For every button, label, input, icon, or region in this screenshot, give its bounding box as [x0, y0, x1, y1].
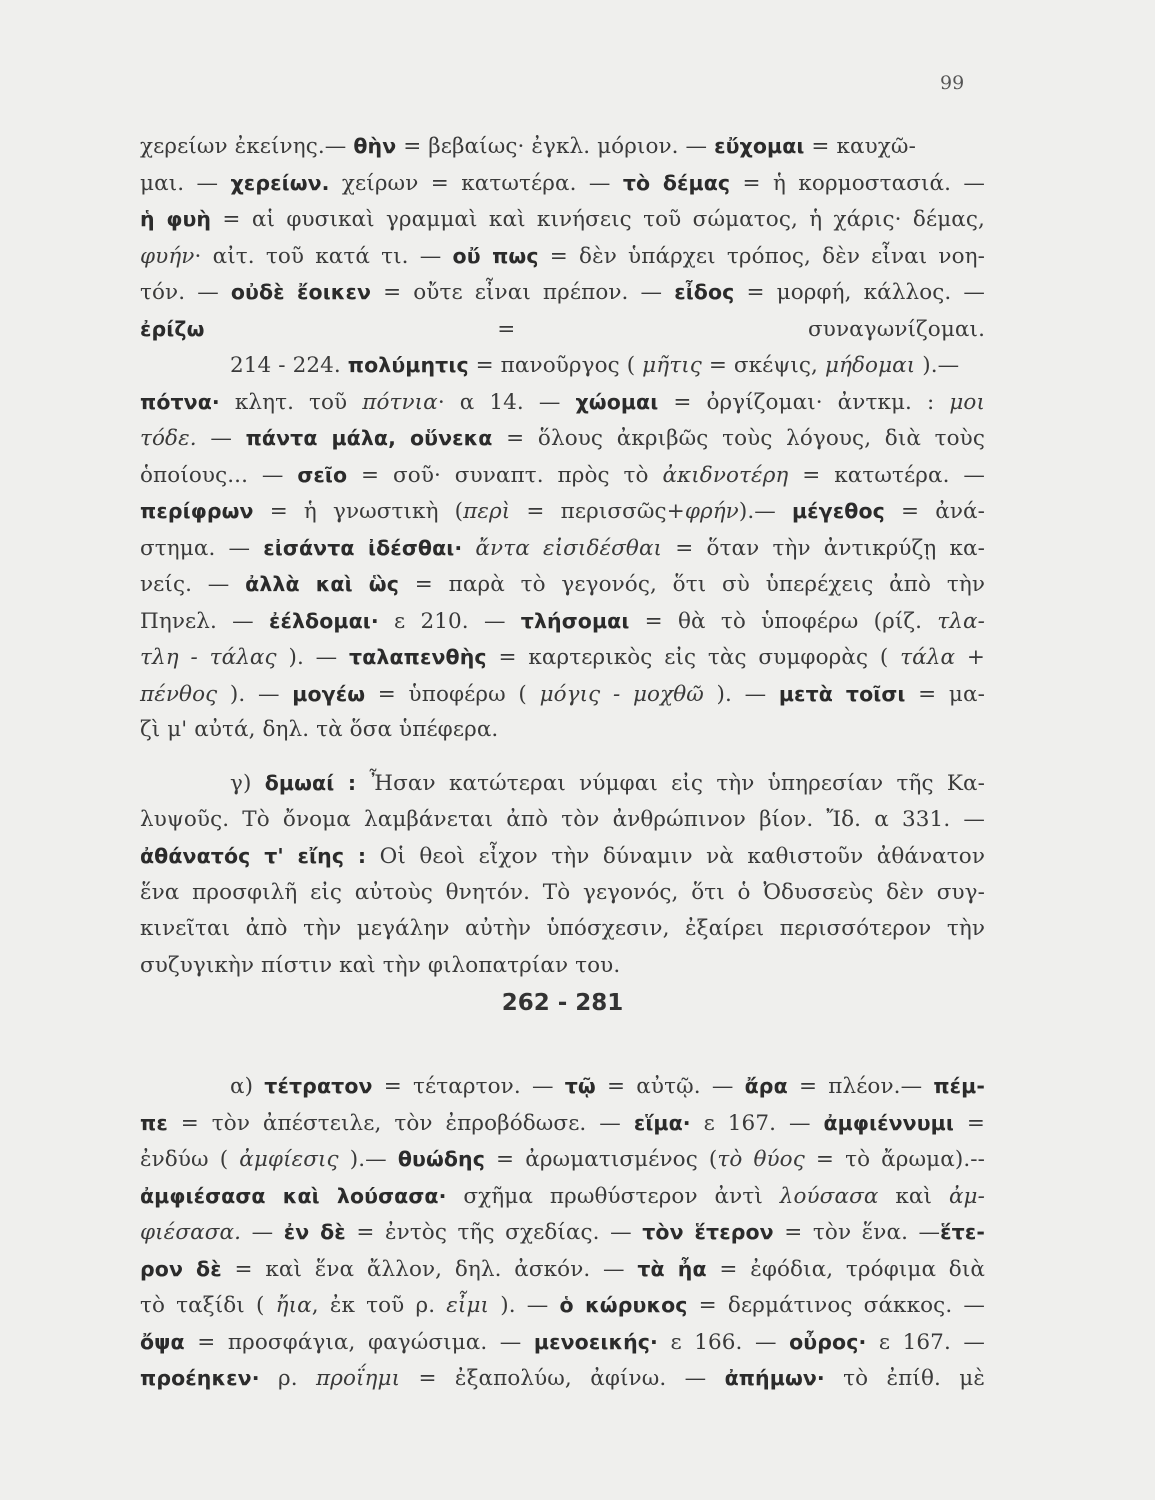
gloss-text: χείρων = κατωτέρα. — — [329, 170, 623, 196]
text-line — [140, 165, 985, 202]
gloss-text: = δὲν ὑπάρχει τρόπος, δὲν εἶναι νοη- — [538, 243, 985, 269]
gloss-text: σχῆμα πρωθύστερον ἀντὶ — [446, 1183, 780, 1209]
commentary-block-1 — [140, 128, 985, 749]
text-line — [140, 765, 985, 802]
gloss-text: ρ. — [259, 1366, 316, 1391]
text-line — [140, 1214, 985, 1251]
gloss-text: + — [955, 645, 985, 670]
gloss-text: μαι. — — [140, 170, 231, 196]
gloss-text: ε 210. — — [378, 608, 521, 634]
lemma-term: δμωαί : — [264, 771, 357, 795]
lemma-term: ὄψα — [140, 1329, 185, 1354]
gloss-text: = ἡ γνωστικὴ ( — [253, 499, 464, 524]
text-line — [140, 676, 985, 713]
gloss-text: ε 166. — — [657, 1329, 790, 1355]
italic-text: τλη - τάλας — [140, 645, 277, 670]
italic-text: μῆτις — [642, 353, 702, 378]
text-line — [140, 639, 985, 676]
text-line — [140, 1287, 985, 1324]
gloss-text: ).— — [738, 499, 792, 524]
lemma-term: μενοεικής· — [533, 1329, 658, 1354]
gloss-text: = ἐφόδια, τρόφιμα διὰ — [706, 1256, 985, 1282]
lemma-term: ἀθάνατός τ' εἴης : — [140, 844, 367, 868]
italic-text: τλα- — [937, 608, 985, 634]
page-number: 99 — [940, 72, 965, 94]
gloss-text: α) — [230, 1074, 265, 1099]
gloss-text: = ὑποφέρω ( — [365, 681, 540, 707]
italic-text: μήδομαι — [824, 353, 916, 378]
lemma-term: πέμ- — [933, 1074, 985, 1098]
lemma-term: περίφρων — [140, 499, 254, 523]
gloss-text: = τὸ ἄρωμα).-- — [804, 1147, 985, 1172]
italic-text: ἀκιδνοτέρη — [662, 462, 789, 488]
gloss-text: τὸ ταξίδι ( — [140, 1293, 276, 1318]
lemma-term: ἡ φυὴ — [140, 207, 212, 231]
lemma-term: ἐρίζω — [140, 316, 205, 341]
lemma-term: μογέω — [292, 681, 366, 706]
gloss-text: γ) — [230, 771, 265, 796]
gloss-text: = θὰ τὸ ὑποφέρω (ρίζ. — [629, 608, 938, 634]
gloss-text: · αἰτ. τοῦ κατά τι. — — [194, 243, 453, 269]
gloss-text: ἕνα προσφιλῆ εἰς αὐτοὺς θνητόν. Τὸ γεγονός, ὅτι ὁ Ὀδυσσεὺς δὲν συγ- — [140, 879, 985, 905]
lemma-term: εὔχομαι — [714, 134, 805, 158]
gloss-text: στημα. — — [140, 535, 264, 561]
gloss-text: = συναγωνίζομαι. — [204, 316, 985, 342]
lemma-term: ἀμφιέσασα καὶ λούσασα· — [140, 1183, 447, 1208]
section-heading: 262 - 281 — [501, 990, 624, 1016]
gloss-text: — — [241, 1220, 284, 1245]
gloss-text: = δερμάτινος σάκκος. — — [687, 1293, 985, 1318]
gloss-text: συζυγικὴν πίστιν καὶ τὴν φιλοπατρίαν του. — [140, 952, 621, 978]
text-line — [140, 493, 985, 530]
gloss-text: = καὶ ἕνα ἄλλον, δηλ. ἀσκόν. — — [221, 1256, 638, 1282]
gloss-text: ).— — [338, 1147, 398, 1172]
gloss-text: = ἀνά- — [884, 499, 985, 524]
text-line — [140, 1141, 985, 1178]
gloss-text: = παρὰ τὸ γεγονός, ὅτι σὺ ὑπερέχεις ἀπὸ τὴν — [398, 572, 985, 597]
text-line — [140, 457, 985, 494]
italic-text: λούσασα — [779, 1183, 879, 1209]
gloss-text: = καρτερικὸς εἰς τὰς συμφορὰς ( — [486, 645, 901, 670]
gloss-text: = ὅλους ἀκριβῶς τοὺς λόγους, διὰ τοὺς — [492, 426, 985, 451]
gloss-text: ε 167. — — [690, 1110, 824, 1136]
text-line — [140, 347, 985, 384]
gloss-text: καὶ — [878, 1183, 949, 1209]
text-line — [140, 802, 985, 839]
italic-text: εἶμι — [446, 1293, 490, 1318]
italic-text: προΐημι — [315, 1366, 401, 1391]
text-line — [140, 948, 985, 985]
italic-text: τόδε. — [140, 426, 197, 451]
gloss-text: Οἱ θεοὶ εἶχον τὴν δύναμιν νὰ καθιστοῦν ἀθάνατον — [366, 844, 985, 869]
gloss-text: = πλέον.— — [787, 1074, 934, 1099]
text-line — [140, 1068, 985, 1105]
gloss-text: κλητ. τοῦ — [219, 389, 363, 415]
gloss-text: Πηνελ. — — [140, 608, 269, 634]
text-line — [140, 1324, 985, 1361]
gloss-text: ). — — [489, 1293, 560, 1318]
gloss-text: χερείων ἐκείνης.— — [140, 134, 354, 159]
lemma-term: ρον δὲ — [140, 1256, 222, 1281]
lemma-term: εἵμα· — [633, 1110, 691, 1135]
lemma-term: πότνα· — [140, 389, 220, 414]
gloss-text: = καυχῶ- — [804, 134, 916, 159]
italic-text: ἤια — [275, 1293, 312, 1318]
text-line — [140, 603, 985, 640]
gloss-text: = τὸν ἕνα. — — [773, 1220, 941, 1245]
gloss-text: ).— — [915, 353, 960, 378]
gloss-text — [462, 536, 475, 561]
gloss-text: = αἱ φυσικαὶ γραμμαὶ καὶ κινήσεις τοῦ σώματος, ἡ χάρις· δέμας, — [211, 207, 985, 232]
gloss-text: = ἐξαπολύω, ἀφίνω. — — [400, 1366, 725, 1391]
italic-text: περὶ — [463, 499, 511, 524]
gloss-text: ἐνδύω ( — [140, 1147, 240, 1172]
italic-text: πότνια — [362, 389, 438, 415]
lemma-term: θὴν — [353, 134, 397, 158]
text-line — [140, 1360, 985, 1397]
lemma-term: τέτρατον — [264, 1074, 373, 1098]
lemma-term: τῷ — [564, 1074, 596, 1098]
gloss-text: = αὐτῷ. — — [595, 1074, 745, 1099]
lemma-term: ἕτε- — [940, 1220, 985, 1244]
gloss-text: = μορφή, κάλλος. — — [734, 280, 985, 305]
gloss-text: = ἐντὸς τῆς σχεδίας. — — [345, 1220, 643, 1245]
gloss-text: = τέταρτον. — — [372, 1074, 565, 1099]
gloss-text: = μα- — [905, 681, 985, 707]
gloss-text: = τὸν ἀπέστειλε, τὸν ἐπροβόδωσε. — — [167, 1110, 634, 1136]
gloss-text: νείς. — — [140, 572, 246, 597]
italic-text: μόγις - μοχθῶ — [539, 681, 704, 707]
gloss-text: = περισσῶς+ — [510, 499, 685, 524]
gloss-text: τόν. — — [140, 280, 231, 305]
lemma-term: ἐν δὲ — [283, 1220, 346, 1244]
text-line — [140, 311, 985, 348]
text-line — [140, 384, 985, 421]
italic-text: φρήν — [684, 499, 739, 524]
lemma-term: ἀλλὰ καὶ ὣς — [245, 572, 399, 596]
text-line — [140, 201, 985, 238]
lemma-term: τὸν ἕτερον — [642, 1220, 774, 1244]
gloss-text: = — [953, 1110, 985, 1136]
gloss-text: — — [196, 426, 246, 451]
text-line — [140, 1178, 985, 1215]
text-line — [140, 274, 985, 311]
lemma-term: ἐέλδομαι· — [268, 608, 379, 633]
gloss-text: = ὀργίζομαι· ἀντκμ. : — [658, 389, 950, 415]
text-line — [140, 712, 985, 749]
lemma-term: χερείων. — [230, 170, 330, 195]
gloss-text: ὁποίους... — — [140, 462, 298, 488]
gloss-text: = κατωτέρα. — — [788, 462, 986, 488]
gloss-text: = βεβαίως· ἐγκλ. μόριον. — — [396, 134, 715, 159]
gloss-text: = σκέψις, — [701, 353, 825, 378]
lemma-term: ἄρα — [744, 1074, 788, 1098]
lemma-term: μετὰ τοῖσι — [778, 681, 906, 706]
text-line — [140, 420, 985, 457]
italic-text: ἀμ- — [948, 1183, 985, 1209]
gloss-text: ). — — [276, 645, 350, 670]
lemma-term: χώομαι — [575, 389, 659, 414]
gloss-text: λυψοῦς. Τὸ ὄνομα λαμβάνεται ἀπὸ τὸν ἀνθρώπινον βίον. Ἴδ. α 331. — — [140, 806, 985, 832]
text-line — [140, 566, 985, 603]
gloss-text: ε 167. — — [866, 1329, 985, 1355]
text-line — [140, 875, 985, 912]
lemma-term: οὔ πως — [452, 243, 539, 268]
gloss-text: , ἐκ τοῦ ρ. — [311, 1293, 447, 1318]
text-line — [140, 1251, 985, 1288]
lemma-term: σεῖο — [297, 462, 348, 487]
gloss-text: · α 14. — — [437, 389, 576, 415]
commentary-block-2 — [140, 765, 985, 984]
gloss-text: = σοῦ· συναπτ. πρὸς τὸ — [347, 462, 663, 488]
italic-text: φιέσασα. — [140, 1220, 242, 1245]
italic-text: τάλα — [900, 645, 956, 670]
lemma-term: τὰ ἦα — [637, 1256, 707, 1281]
italic-text: φυήν — [140, 243, 195, 269]
gloss-text: = ὅταν τὴν ἀντικρύζῃ κα- — [662, 535, 985, 561]
gloss-text: = ἀρωματισμένος ( — [485, 1147, 718, 1172]
gloss-text: τὸ ἐπίθ. μὲ — [824, 1366, 985, 1391]
italic-text: τὸ θύος — [717, 1147, 805, 1172]
lemma-term: ἀμφιέννυμι — [823, 1110, 954, 1135]
lemma-term: προέηκεν· — [140, 1366, 260, 1390]
italic-text: μοι — [949, 389, 985, 415]
gloss-text: 214 - 224. — [230, 353, 348, 378]
text-line — [140, 128, 985, 165]
lemma-term: πε — [140, 1110, 168, 1135]
gloss-text: = πανοῦργος ( — [468, 353, 643, 378]
gloss-text: Ἦσαν κατώτεραι νύμφαι εἰς τὴν ὑπηρεσίαν τῆς Κα- — [356, 771, 985, 796]
lemma-term: ταλαπενθὴς — [349, 645, 487, 669]
lemma-term: μέγεθος — [791, 499, 885, 523]
lemma-term: τὸ δέμας — [622, 170, 731, 195]
text-line — [140, 1105, 985, 1142]
commentary-block-3 — [140, 1068, 985, 1397]
italic-text: ἀμφίεσις — [239, 1147, 339, 1172]
lemma-term: εἰσάντα ἰδέσθαι· — [263, 535, 463, 560]
lemma-term: ἀπήμων· — [724, 1366, 825, 1390]
italic-text: ἄντα εἰσιδέσθαι — [475, 535, 663, 561]
gloss-text: = ἡ κορμοστασιά. — — [730, 170, 986, 196]
gloss-text: κινεῖται ἀπὸ τὴν μεγάλην αὐτὴν ὑπόσχεσιν, ἐξαίρει περισσότερον τὴν — [140, 916, 985, 941]
lemma-term: οὖρος· — [789, 1329, 867, 1354]
gloss-text: = προσφάγια, φαγώσιμα. — — [184, 1329, 534, 1355]
lemma-term: ὁ κώρυκος — [559, 1293, 688, 1317]
lemma-term: οὐδὲ ἔοικεν — [230, 280, 372, 304]
text-line — [140, 911, 985, 948]
italic-text: πένθος — [140, 681, 218, 707]
lemma-term: πάντα μάλα, οὕνεκα — [245, 426, 493, 450]
lemma-term: θυώδης — [397, 1147, 485, 1171]
text-line — [140, 238, 985, 275]
gloss-text: ). — — [217, 681, 293, 707]
lemma-term: τλήσομαι — [520, 608, 630, 633]
text-line — [140, 838, 985, 875]
gloss-text: = οὔτε εἶναι πρέπον. — — [371, 280, 675, 305]
lemma-term: εἶδος — [674, 280, 735, 304]
gloss-text: ζὶ μ' αὐτά, δηλ. τὰ ὅσα ὑπέφερα. — [140, 717, 499, 742]
lemma-term: πολύμητις — [347, 353, 469, 377]
text-line — [140, 530, 985, 567]
gloss-text: ). — — [703, 681, 779, 707]
